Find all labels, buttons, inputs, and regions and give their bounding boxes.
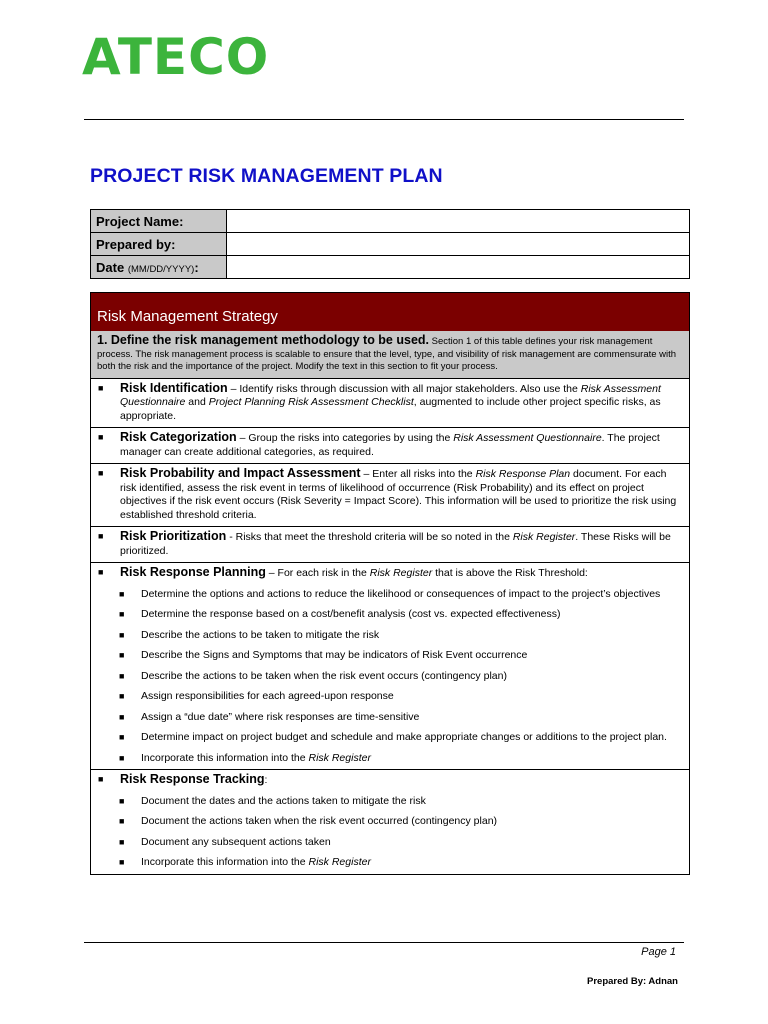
bullet-icon: ■ xyxy=(98,531,104,541)
date-row xyxy=(91,256,690,279)
risk-response-tracking-text: Risk Response Tracking: xyxy=(120,772,268,786)
bullet-icon: ■ xyxy=(119,609,125,619)
bullet-icon: ■ xyxy=(119,691,125,701)
risk-prioritization-text: Risk Prioritization - Risks that meet the threshold criteria will be so noted in the Risk Register. These Risks will be prioritized. xyxy=(120,529,671,557)
list-item: ■ Determine impact on project budget and schedule and make appropriate changes or additions to the project plan. xyxy=(97,731,683,745)
date-field[interactable] xyxy=(227,256,690,279)
bullet-icon: ■ xyxy=(119,836,125,847)
bullet-icon: ■ xyxy=(119,711,125,722)
risk-response-tracking-row xyxy=(91,770,689,874)
date-label-text: Date xyxy=(96,259,125,275)
project-name-label: Project Name: xyxy=(91,210,227,233)
risk-identification-text: Risk Identification – Identify risks through discussion with all major stakeholders. Also use the Risk Assessment Questionnaire and Project Planning Risk Assessment Checklist, augmented to include other project specific risks, as appropriate. xyxy=(120,380,661,422)
page-number: Page 1 xyxy=(641,946,676,958)
prepared-by-row xyxy=(91,233,690,256)
list-item: ■ Document any subsequent actions taken xyxy=(97,836,683,850)
strategy-header: Risk Management Strategy xyxy=(91,293,689,331)
footer-divider xyxy=(84,942,684,943)
date-label xyxy=(91,256,227,279)
bullet-icon: ■ xyxy=(119,795,125,806)
risk-categorization-text: Risk Categorization – Group the risks into categories by using the Risk Assessment Questionnaire. The project manager can create additional categories, as required. xyxy=(120,430,660,458)
company-logo: ATECO xyxy=(82,28,270,86)
bullet-icon: ■ xyxy=(98,567,104,577)
header-divider xyxy=(84,119,684,120)
bullet-icon: ■ xyxy=(119,732,125,742)
list-item: ■ Describe the actions to be taken when the risk event occurs (contingency plan) xyxy=(97,670,683,684)
bullet-icon: ■ xyxy=(119,857,125,867)
list-item: ■ Assign responsibilities for each agreed-upon response xyxy=(97,690,683,704)
list-item: ■ Incorporate this information into the Risk Register xyxy=(97,752,683,766)
list-item: ■ Document the actions taken when the risk event occurred (contingency plan) xyxy=(97,815,683,829)
bullet-icon: ■ xyxy=(119,629,125,640)
risk-identification-row xyxy=(91,379,689,429)
bullet-icon: ■ xyxy=(119,670,125,681)
bullet-icon: ■ xyxy=(98,468,104,478)
bullet-icon: ■ xyxy=(119,650,125,660)
bullet-icon: ■ xyxy=(98,432,104,442)
list-item: ■ Incorporate this information into the Risk Register xyxy=(97,856,683,870)
list-item: ■ Determine the options and actions to reduce the likelihood or consequences of impact to the project’s objectives xyxy=(97,588,683,602)
risk-probability-row xyxy=(91,464,689,527)
bullet-icon: ■ xyxy=(119,588,125,599)
risk-categorization-row xyxy=(91,428,689,464)
section-1-heading: 1. Define the risk management methodology to be used. xyxy=(97,333,430,347)
risk-response-planning-row xyxy=(91,563,689,770)
date-format-hint: (MM/DD/YYYY) xyxy=(127,263,195,275)
section-1-text: Section 1 of this table defines your risk management process. The risk management process is scalable to ensure that the level, type, and visibility of risk management are commensurate with both the risk and the importance of the project. Modify the text in this section to fit your process. xyxy=(97,336,677,372)
list-item: ■ Describe the actions to be taken to mitigate the risk xyxy=(97,629,683,643)
list-item: ■ Determine the response based on a cost/benefit analysis (cost vs. expected effectiveness) xyxy=(97,608,683,622)
bullet-icon: ■ xyxy=(119,752,125,763)
date-label-colon: : xyxy=(194,259,199,275)
list-item: ■ Assign a “due date” where risk responses are time-sensitive xyxy=(97,711,683,725)
prepared-by-footer: Prepared By: Adnan xyxy=(587,976,678,987)
risk-probability-text: Risk Probability and Impact Assessment – Enter all risks into the Risk Response Plan document. For each risk identified, assess the risk event in terms of likelihood of occurrence (Risk Probability) and its effect on project objectives if the risk event occurs (Risk Severity = Impact Score). This information will be used to prioritize the risk using established threshold criteria. xyxy=(120,466,677,521)
prepared-by-field[interactable] xyxy=(227,233,690,256)
list-item: ■ Document the dates and the actions taken to mitigate the risk xyxy=(97,795,683,809)
bullet-icon: ■ xyxy=(98,774,104,784)
risk-prioritization-row xyxy=(91,527,689,563)
page-title: PROJECT RISK MANAGEMENT PLAN xyxy=(90,165,443,187)
bullet-icon: ■ xyxy=(98,382,104,393)
project-info-table xyxy=(90,209,690,279)
risk-strategy-table xyxy=(90,292,690,875)
section-1-intro xyxy=(91,331,689,379)
project-name-row xyxy=(91,210,690,233)
prepared-by-label: Prepared by: xyxy=(91,233,227,256)
list-item: ■ Describe the Signs and Symptoms that may be indicators of Risk Event occurrence xyxy=(97,649,683,663)
project-name-field[interactable] xyxy=(227,210,690,233)
risk-response-planning-text: Risk Response Planning – For each risk in the Risk Register that is above the Risk Threshold: xyxy=(120,565,588,579)
bullet-icon: ■ xyxy=(119,816,125,826)
